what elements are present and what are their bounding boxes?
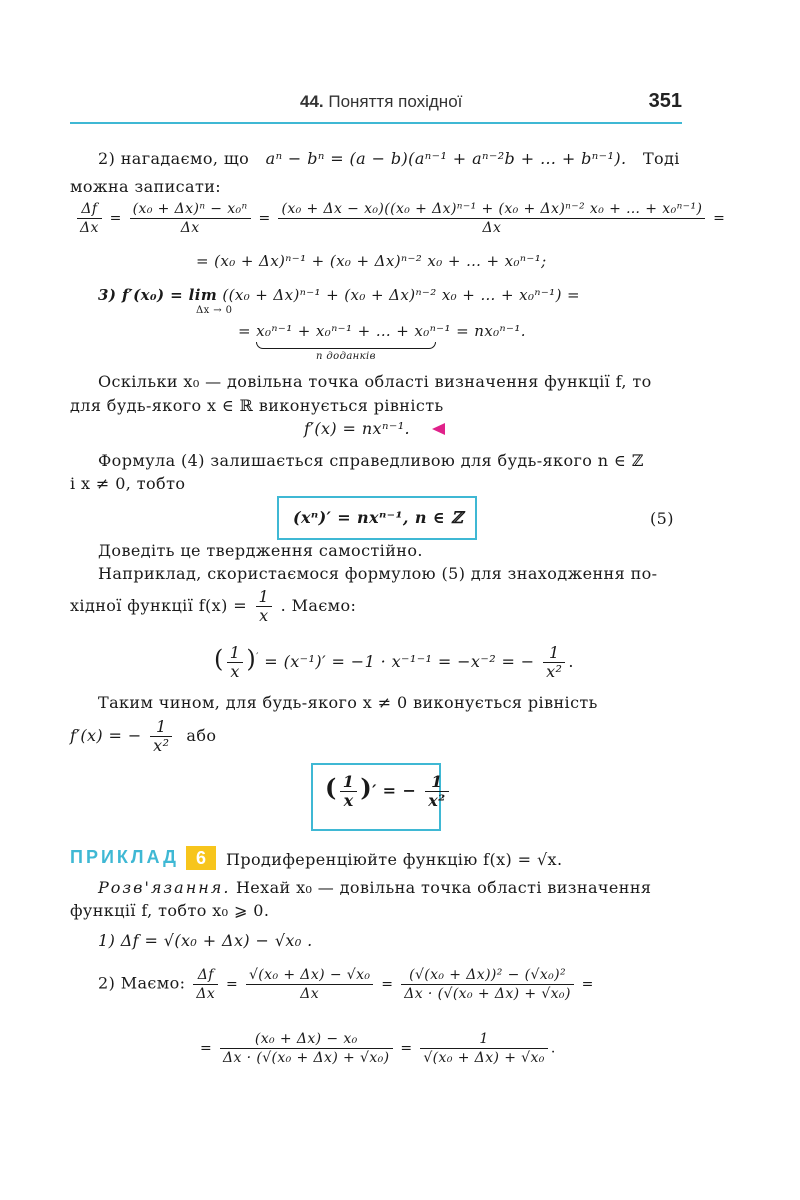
thus-or: або — [186, 726, 217, 745]
step2-then: Тоді — [642, 149, 680, 168]
example-line2b: . Маємо: — [280, 596, 357, 615]
thus-line: Таким чином, для будь-якого x ≠ 0 виконується рівність — [98, 693, 598, 712]
box2-res-den: x² — [428, 791, 446, 810]
step2-result: = (x₀ + Δx)ⁿ⁻¹ + (x₀ + Δx)ⁿ⁻² x₀ + … + x₀ⁿ⁻¹; — [196, 252, 547, 270]
example-label: ПРИКЛАД — [70, 847, 179, 867]
section-name: Поняття похідної — [328, 92, 463, 111]
step3-result: = nx₀ⁿ⁻¹. — [456, 322, 526, 340]
thus-num: 1 — [150, 718, 172, 737]
step3-sum: x₀ⁿ⁻¹ + x₀ⁿ⁻¹ + … + x₀ⁿ⁻¹ — [256, 322, 451, 340]
example-line1: Наприклад, скористаємося формулою (5) для знаходження по- — [98, 564, 658, 583]
example-frac-den: x — [259, 606, 269, 625]
formula5-box — [277, 496, 477, 540]
formula5: (xⁿ)′ = nxⁿ⁻¹, n ∈ ℤ — [293, 508, 464, 527]
step3-lim-sub: Δx → 0 — [196, 305, 233, 316]
box2-den: x — [343, 791, 354, 810]
step2-can-write: можна записати: — [70, 177, 222, 196]
page-header — [70, 92, 682, 122]
step2-fraction-line: $\frac{\Delta f}{\Delta x}$ = $\frac{\text{(x₀ + Δx)ⁿ − x₀ⁿ}}{\Delta x}$ = $\frac{\text{(x₀ + Δx − x₀)((x₀ + Δx)ⁿ⁻¹ + (x₀ + Δx)ⁿ⁻² x₀ + … + x₀ⁿ⁻¹)}}{\Delta x}$ = — [74, 200, 725, 237]
calc-den: x — [230, 662, 240, 681]
calc-res-num: 1 — [543, 644, 565, 663]
thus-den: x² — [153, 736, 170, 755]
solution-label: Розв'язання. — [98, 878, 231, 897]
end-of-proof-icon — [432, 423, 445, 435]
s2-f-num: Δf — [193, 966, 218, 985]
para1-line2: для будь-якого x ∈ ℝ виконується рівність — [70, 396, 444, 415]
example-line2a: хідної функції f(x) = — [70, 596, 248, 615]
step3-rhs: ((x₀ + Δx)ⁿ⁻¹ + (x₀ + Δx)ⁿ⁻² x₀ + … + x₀ⁿ⁻¹) = — [222, 286, 580, 304]
para2-line2: і x ≠ 0, тобто — [70, 474, 186, 493]
box2-res-num: 1 — [425, 773, 448, 792]
example-line2 — [70, 588, 356, 625]
page-number: 351 — [648, 90, 682, 112]
solution-step2-line1: 2) Маємо: $\frac{\Delta f}{\Delta x}$ = $\frac{\text{√(x₀ + Δx) − √x₀}}{\Delta x}$ = $\frac{\text{(√(x₀ + Δx))² − (√x₀)²}}{\text{Δx · (√(x₀ + Δx) + √x₀)}}$ = — [98, 967, 594, 1002]
step2-q1-den: Δx — [180, 220, 200, 236]
eq-number-5: (5) — [650, 509, 674, 528]
step2-intro: 2) нагадаємо, що — [98, 149, 250, 168]
s2-a-den: Δx — [300, 986, 320, 1002]
solution-line2: функції f, тобто x₀ ⩾ 0. — [70, 901, 270, 920]
section-number: 44. — [300, 92, 324, 111]
step2-label: 2) Маємо: — [98, 973, 186, 993]
step3-lhs: 3) f′(x₀) = lim — [98, 286, 218, 304]
para1-line1: Оскільки x₀ — довільна точка області визначення функції f, то — [98, 372, 652, 391]
step2-line1 — [98, 148, 680, 170]
example-frac-num: 1 — [256, 588, 273, 607]
s2-a-num: √(x₀ + Δx) − √x₀ — [246, 966, 373, 985]
solution-text: Нехай x₀ — довільна точка області визначення — [230, 878, 652, 897]
step2-identity: aⁿ − bⁿ = (a − b)(aⁿ⁻¹ + aⁿ⁻²b + … + bⁿ⁻¹). — [265, 149, 627, 168]
para2-line1: Формула (4) залишається справедливою для будь-якого n ∈ ℤ — [98, 451, 644, 470]
solution-step2-line2: = $\frac{\text{(x₀ + Δx) − x₀}}{\text{Δx · (√(x₀ + Δx) + √x₀)}}$ = $\frac{1}{\text{√(x₀ + Δx) + √x₀}}$ . — [200, 1031, 556, 1066]
step2-q2-den: Δx — [482, 220, 502, 236]
calc-rest: = (x⁻¹)′ = −1 · x⁻¹⁻¹ = −x⁻² = − — [264, 652, 535, 671]
step2-q2-num: (x₀ + Δx − x₀)((x₀ + Δx)ⁿ⁻¹ + (x₀ + Δx)ⁿ⁻² x₀ + … + x₀ⁿ⁻¹) — [278, 200, 705, 219]
calc-res-den: x² — [546, 662, 563, 681]
s2-d-num: 1 — [420, 1030, 547, 1049]
box2-num: 1 — [340, 773, 358, 792]
calc-num: 1 — [227, 644, 244, 663]
s2-f-den: Δx — [196, 986, 216, 1002]
s2-c-num: (x₀ + Δx) − x₀ — [220, 1030, 393, 1049]
section-title — [300, 92, 462, 112]
step2-f-den: Δx — [80, 220, 99, 236]
solution-line1 — [98, 877, 651, 899]
box2-formula: ( $\frac{1}{x}$ )′ = − $\frac{1}{\text{x²}}$ — [325, 773, 452, 810]
step2-f-num: Δf — [77, 200, 102, 219]
example-task: Продиференціюйте функцію f(x) = √x. — [226, 850, 563, 869]
header-rule — [70, 122, 682, 124]
formula-reciprocal-box — [311, 763, 446, 831]
para1-formula: f′(x) = nxⁿ⁻¹. — [304, 419, 410, 438]
solution-step1: 1) Δf = √(x₀ + Δx) − √x₀ . — [98, 931, 313, 950]
s2-c-den: Δx · (√(x₀ + Δx) + √x₀) — [222, 1050, 390, 1066]
box2-mid: ′ = − — [372, 781, 417, 800]
step2-q1-num: (x₀ + Δx)ⁿ − x₀ⁿ — [130, 200, 251, 219]
calc-line: ( $\frac{1}{x}$ )′ = (x⁻¹)′ = −1 · x⁻¹⁻¹ = −x⁻² = − $\frac{1}{\text{x²}}$ . — [214, 643, 574, 681]
s2-b-den: Δx · (√(x₀ + Δx) + √x₀) — [404, 986, 571, 1002]
s2-d-den: √(x₀ + Δx) + √x₀ — [423, 1050, 545, 1066]
thus-f: f′(x) = − — [70, 726, 142, 745]
step3-line1 — [98, 284, 580, 306]
prove-line: Доведіть це твердження самостійно. — [98, 541, 423, 560]
brace-label: n доданків — [316, 351, 376, 362]
example-number-badge: 6 — [186, 846, 216, 870]
thus-formula — [70, 718, 216, 755]
step3-line2: = x₀ⁿ⁻¹ + x₀ⁿ⁻¹ + … + x₀ⁿ⁻¹ = nx₀ⁿ⁻¹. — [238, 322, 526, 340]
s2-b-num: (√(x₀ + Δx))² − (√x₀)² — [401, 966, 574, 985]
